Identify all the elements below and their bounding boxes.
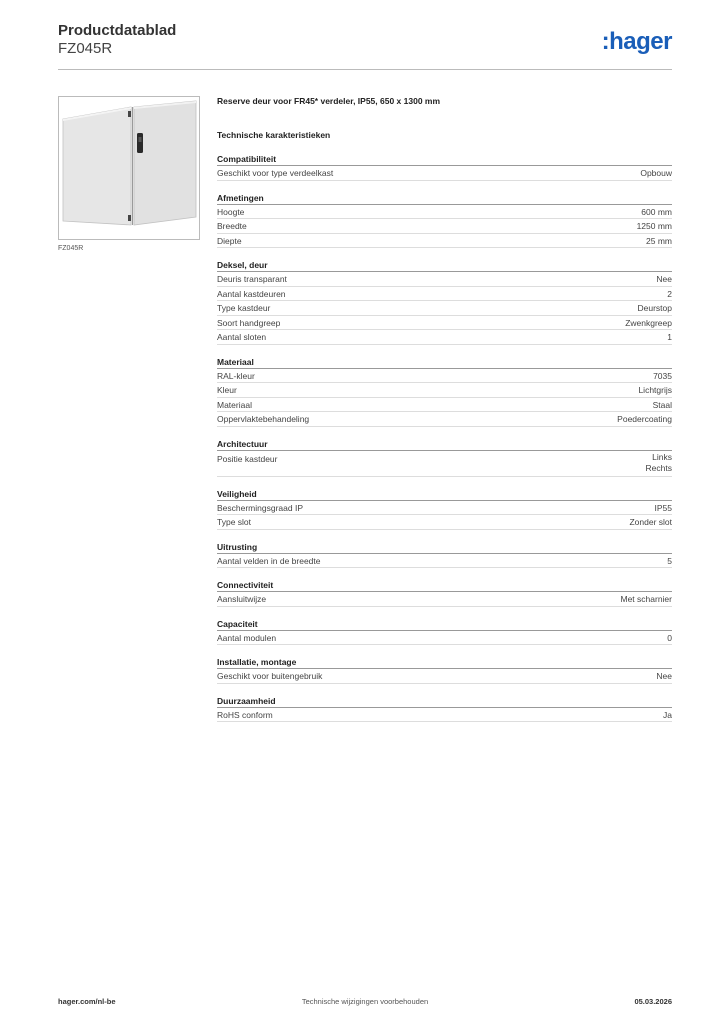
spec-row (217, 592, 672, 607)
spec-label: Deuris transparant (217, 274, 287, 284)
section-title: Deksel, deur (217, 258, 672, 272)
spec-section (217, 694, 672, 723)
product-details (217, 94, 672, 722)
spec-value-item: Lichtgrijs (638, 385, 672, 395)
spec-value-item: Opbouw (640, 168, 672, 178)
spec-value-item: 600 mm (641, 206, 672, 217)
page-header (58, 20, 672, 70)
spec-row (217, 369, 672, 384)
spec-label: Materiaal (217, 399, 252, 410)
footer-date: 05.03.2026 (634, 997, 672, 1006)
spec-section (217, 152, 672, 181)
spec-section (217, 258, 672, 345)
spec-value-item: Nee (656, 274, 672, 284)
cabinet-door-pair-icon (59, 97, 199, 239)
spec-row (217, 451, 672, 477)
spec-row (217, 205, 672, 220)
spec-row (217, 708, 672, 723)
spec-value (625, 316, 672, 330)
spec-row (217, 501, 672, 516)
spec-label: RAL-kleur (217, 370, 255, 381)
section-title: Afmetingen (217, 191, 672, 205)
section-title: Compatibiliteit (217, 152, 672, 166)
spec-section (217, 487, 672, 530)
spec-value-item: 1250 mm (636, 221, 672, 231)
spec-label: Aansluitwijze (217, 594, 267, 604)
spec-value (663, 708, 672, 722)
spec-row (217, 287, 672, 302)
spec-label: Aantal kastdeuren (217, 288, 286, 299)
section-title: Duurzaamheid (217, 694, 672, 708)
spec-row (217, 398, 672, 413)
spec-row (217, 330, 672, 345)
spec-row (217, 301, 672, 316)
spec-value (646, 452, 672, 474)
spec-row (217, 166, 672, 181)
spec-value-item: 2 (667, 288, 672, 299)
spec-label: Geschikt voor buitengebruik (217, 671, 323, 681)
spec-value-item: Staal (652, 399, 672, 410)
spec-row (217, 669, 672, 684)
section-title: Uitrusting (217, 540, 672, 554)
section-title: Connectiviteit (217, 578, 672, 592)
document-title: Productdatablad (58, 22, 177, 39)
spec-label: Aantal modulen (217, 632, 277, 643)
spec-row (217, 554, 672, 569)
spec-value-item: Ja (663, 709, 672, 720)
section-title: Veiligheid (217, 487, 672, 501)
spec-value-item: Poedercoating (617, 414, 672, 424)
spec-section (217, 578, 672, 607)
technical-characteristics-title: Technische karakteristieken (217, 130, 331, 140)
spec-section (217, 540, 672, 569)
product-description: Reserve deur voor FR45* verdeler, IP55, 650 x 1300 mm (217, 96, 441, 106)
spec-section (217, 617, 672, 646)
spec-label: Oppervlaktebehandeling (217, 414, 310, 424)
image-caption: FZ045R (58, 245, 84, 252)
spec-section (217, 355, 672, 427)
spec-label: Beschermingsgraad IP (217, 502, 303, 513)
spec-value (621, 592, 673, 606)
spec-value-item: 0 (667, 632, 672, 643)
spec-value (646, 234, 672, 248)
spec-section (217, 437, 672, 477)
spec-label: Soort handgreep (217, 317, 281, 328)
footer-disclaimer: Technische wijzigingen voorbehouden (301, 997, 429, 1006)
spec-row (217, 515, 672, 530)
spec-value (667, 330, 672, 344)
spec-label: Positie kastdeur (217, 453, 278, 464)
spec-row (217, 234, 672, 249)
spec-row (217, 219, 672, 234)
spec-value-item: Links (652, 451, 672, 462)
product-code: FZ045R (58, 40, 113, 57)
spec-label: Kleur (217, 385, 237, 395)
spec-label: Geschikt voor type verdeelkast (217, 168, 334, 178)
spec-value-item: 5 (667, 555, 672, 566)
spec-value (640, 166, 672, 180)
spec-value (629, 515, 672, 529)
spec-label: Breedte (217, 221, 247, 231)
product-image (58, 96, 200, 240)
spec-value-item: Rechts (645, 462, 672, 473)
spec-section (217, 655, 672, 684)
section-title: Capaciteit (217, 617, 672, 631)
spec-label: Diepte (217, 235, 242, 246)
spec-label: Aantal velden in de breedte (217, 555, 321, 566)
spec-sections (217, 152, 672, 722)
spec-value (641, 205, 672, 219)
spec-row (217, 383, 672, 398)
section-title: Installatie, montage (217, 655, 672, 669)
spec-row (217, 272, 672, 287)
hager-logo: :hager (601, 28, 672, 55)
spec-value (667, 287, 672, 301)
spec-row (217, 412, 672, 427)
spec-value-item: 7035 (653, 370, 672, 381)
spec-value (653, 398, 672, 412)
spec-value (667, 631, 672, 645)
spec-value-item: Zwenkgreep (625, 317, 672, 328)
section-title: Architectuur (217, 437, 672, 451)
spec-value (667, 554, 672, 568)
spec-value (638, 301, 673, 315)
spec-value-item: Nee (656, 671, 672, 681)
spec-value (653, 369, 672, 383)
spec-label: RoHS conform (217, 709, 273, 720)
spec-section (217, 191, 672, 249)
spec-value (656, 669, 672, 683)
spec-value (617, 412, 672, 426)
spec-value-item: Deurstop (637, 303, 672, 313)
spec-label: Type kastdeur (217, 303, 271, 313)
spec-value (638, 383, 672, 397)
spec-row (217, 631, 672, 646)
spec-value (637, 219, 672, 233)
spec-label: Type slot (217, 517, 252, 527)
spec-value-item: Met scharnier (620, 594, 672, 604)
spec-value-item: Zonder slot (629, 517, 672, 527)
spec-value (656, 272, 672, 286)
spec-value-item: 1 (667, 332, 672, 342)
spec-label: Hoogte (217, 206, 245, 217)
spec-value-item: 25 mm (646, 235, 672, 246)
footer-website-link[interactable]: hager.com/nl-be (58, 997, 116, 1006)
section-title: Materiaal (217, 355, 672, 369)
spec-value-item: IP55 (654, 502, 672, 513)
spec-label: Aantal sloten (217, 332, 267, 342)
spec-row (217, 316, 672, 331)
spec-value (655, 501, 673, 515)
